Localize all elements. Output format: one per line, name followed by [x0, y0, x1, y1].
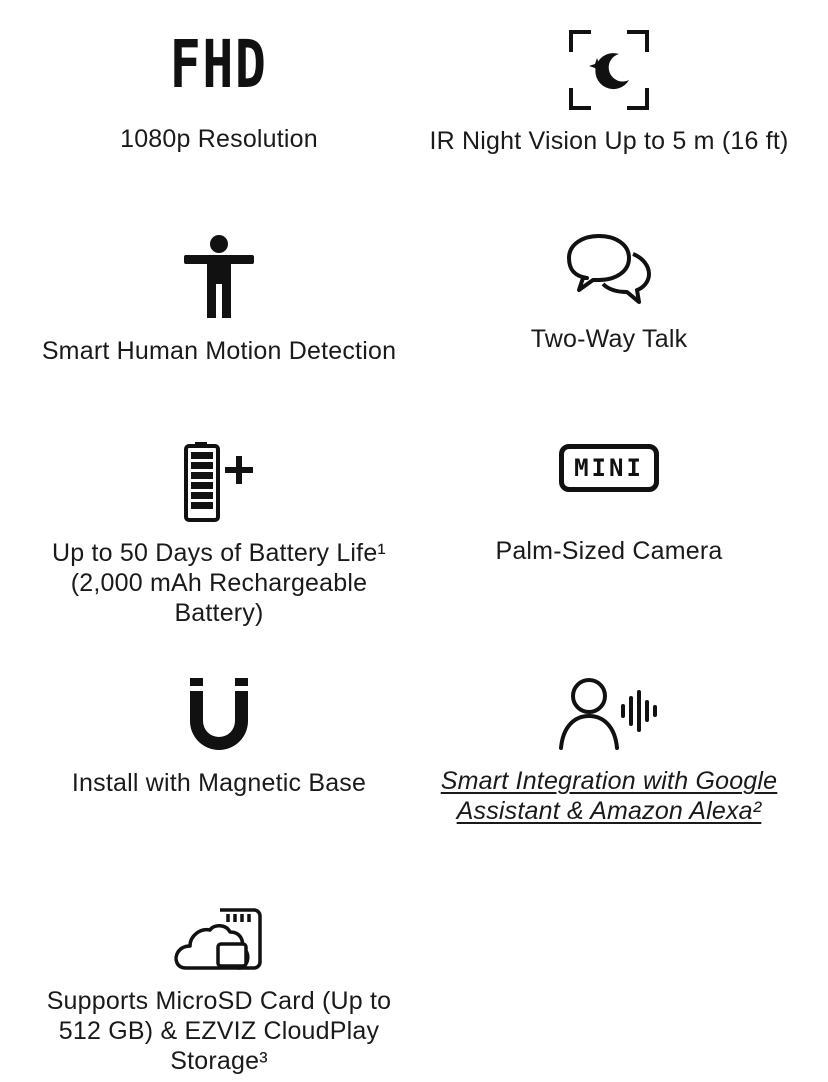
feature-voice-assistant — [429, 676, 789, 826]
feature-storage — [39, 902, 399, 1076]
chat-bubbles-icon — [567, 232, 651, 306]
feature-two-way-talk — [429, 232, 789, 354]
fhd-icon: FHD — [170, 26, 268, 103]
smart-integration-link[interactable]: Smart Integration with Google Assistant & Amazon Alexa² — [440, 767, 778, 825]
night-vision-icon — [567, 28, 651, 112]
feature-label: Two-Way Talk — [530, 325, 688, 353]
feature-label: Smart Human Motion Detection — [41, 337, 397, 365]
mini-badge-icon: MINI — [559, 444, 659, 492]
feature-battery — [39, 440, 399, 628]
feature-magnetic-base — [39, 676, 399, 798]
voice-assistant-icon — [557, 676, 661, 750]
magnet-icon — [188, 676, 250, 752]
feature-palm-sized — [429, 444, 789, 566]
human-figure-icon — [182, 234, 256, 320]
feature-human-detection — [39, 232, 399, 366]
battery-plus-icon — [183, 440, 255, 522]
feature-label: 1080p Resolution — [120, 125, 318, 153]
feature-label: Up to 50 Days of Battery Life¹ (2,000 mAh Rechargeable Battery) — [52, 539, 386, 627]
cloud-sd-card-icon — [172, 902, 266, 972]
feature-label: Palm-Sized Camera — [495, 537, 723, 565]
feature-night-vision — [429, 28, 789, 156]
feature-label: Install with Magnetic Base — [71, 769, 367, 797]
feature-resolution — [39, 22, 399, 154]
feature-label: Supports MicroSD Card (Up to 512 GB) & EZVIZ CloudPlay Storage³ — [46, 987, 392, 1075]
feature-label: IR Night Vision Up to 5 m (16 ft) — [429, 127, 789, 155]
